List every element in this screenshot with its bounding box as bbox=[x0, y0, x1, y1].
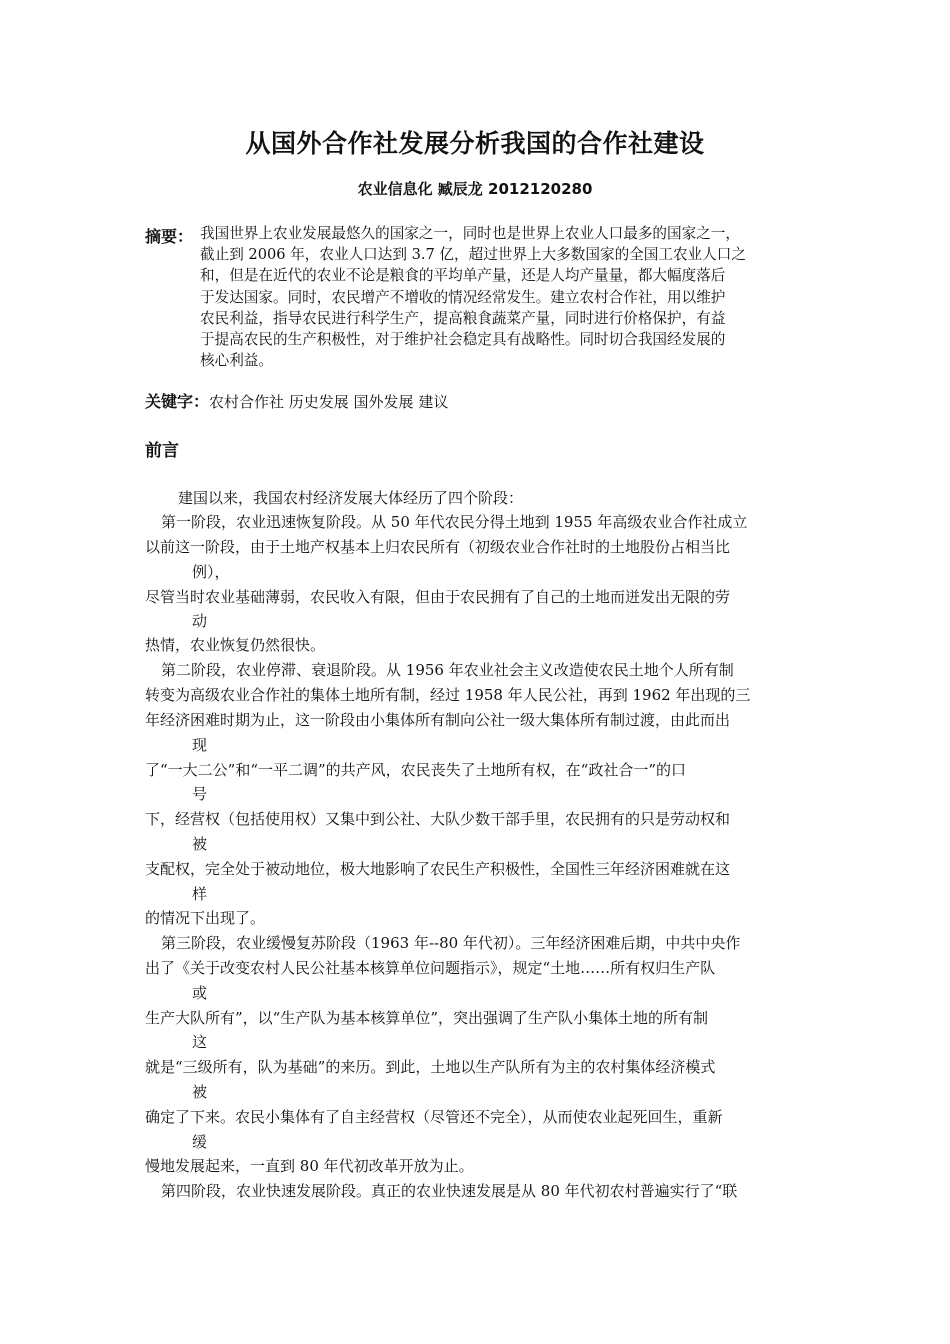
body-line: 号 bbox=[192, 785, 208, 803]
body-line: 转变为高级农业合作社的集体土地所有制，经过 1958 年人民公社，再到 1962 年出现的三 bbox=[145, 686, 751, 704]
abstract-line: 于发达国家。同时，农民增产不增收的情况经常发生。建立农村合作社，用以维护 bbox=[200, 288, 726, 306]
body-line: 支配权，完全处于被动地位，极大地影响了农民生产积极性，全国性三年经济困难就在这 bbox=[145, 860, 731, 878]
body-line: 确定了下来。农民小集体有了自主经营权（尽管还不完全），从而使农业起死回生，重新 bbox=[145, 1108, 723, 1126]
body-line: 就是“三级所有，队为基础”的来历。到此，土地以生产队所有为主的农村集体经济模式 bbox=[145, 1058, 716, 1076]
body-line: 了“一大二公”和“一平二调”的共产风，农民丧失了土地所有权，在“政社合一”的口 bbox=[145, 761, 687, 779]
preface-heading: 前言 bbox=[145, 441, 179, 461]
body-line: 生产大队所有”，以“生产队为基本核算单位”，突出强调了生产队小集体土地的所有制 bbox=[145, 1009, 709, 1027]
keywords-value: 农村合作社 历史发展 国外发展 建议 bbox=[209, 393, 449, 411]
body-line: 例）， bbox=[192, 563, 230, 581]
body-line: 被 bbox=[192, 1083, 208, 1101]
body-line: 第三阶段，农业缓慢复苏阶段（1963 年--80 年代初）。三年经济困难后期，中共中央作 bbox=[161, 934, 741, 952]
body-line: 样 bbox=[192, 885, 208, 903]
body-line: 第一阶段，农业迅速恢复阶段。从 50 年代农民分得土地到 1955 年高级农业合作社成立 bbox=[161, 513, 748, 531]
body-line: 的情况下出现了。 bbox=[145, 909, 266, 927]
body-line: 动 bbox=[192, 612, 208, 630]
body-line: 慢地发展起来，一直到 80 年代初改革开放为止。 bbox=[145, 1157, 474, 1175]
body-line: 第二阶段，农业停滞、衰退阶段。从 1956 年农业社会主义改造使农民土地个人所有制 bbox=[161, 661, 734, 679]
body-line: 现 bbox=[192, 736, 208, 754]
abstract-line: 核心利益。 bbox=[200, 352, 273, 370]
abstract-line: 和，但是在近代的农业不论是粮食的平均单产量，还是人均产量量，都大幅度落后 bbox=[200, 267, 726, 285]
abstract-line: 农民利益，指导农民进行科学生产，提高粮食蔬菜产量，同时进行价格保护，有益 bbox=[200, 309, 726, 327]
body-line: 出了《关于改变农村人民公社基本核算单位问题指示》，规定“土地……所有权归生产队 bbox=[145, 959, 716, 977]
author-line: 农业信息化 臧辰龙 2012120280 bbox=[357, 180, 593, 198]
keywords-label: 关键字： bbox=[145, 392, 210, 411]
abstract-line: 截止到 2006 年，农业人口达到 3.7 亿，超过世界上大多数国家的全国工农业人口之 bbox=[200, 246, 746, 264]
body-line: 以前这一阶段，由于土地产权基本上归农民所有（初级农业合作社时的土地股份占相当比 bbox=[145, 538, 731, 556]
body-line: 这 bbox=[192, 1033, 208, 1051]
body-line: 被 bbox=[192, 835, 208, 853]
body-line: 缓 bbox=[192, 1133, 208, 1151]
abstract-line: 于提高农民的生产积极性，对于维护社会稳定具有战略性。同时切合我国经发展的 bbox=[200, 331, 726, 349]
body-line: 第四阶段，农业快速发展阶段。真正的农业快速发展是从 80 年代初农村普遍实行了“联 bbox=[161, 1182, 738, 1200]
body-line: 尽管当时农业基础薄弱，农民收入有限，但由于农民拥有了自己的土地而迸发出无限的劳 bbox=[145, 588, 731, 606]
abstract-line: 我国世界上农业发展最悠久的国家之一，同时也是世界上农业人口最多的国家之一， bbox=[200, 225, 740, 242]
body-line: 热情，农业恢复仍然很快。 bbox=[145, 636, 326, 654]
body-line: 建国以来，我国农村经济发展大体经历了四个阶段： bbox=[178, 489, 524, 507]
abstract-label: 摘要： bbox=[145, 227, 194, 246]
body-line: 下，经营权（包括使用权）又集中到公社、大队少数干部手里，农民拥有的只是劳动权和 bbox=[145, 810, 731, 828]
body-line: 或 bbox=[192, 984, 208, 1002]
body-line: 年经济困难时期为止，这一阶段由小集体所有制向公社一级大集体所有制过渡，由此而出 bbox=[145, 711, 731, 729]
document-title: 从国外合作社发展分析我国的合作社建设 bbox=[245, 129, 705, 158]
